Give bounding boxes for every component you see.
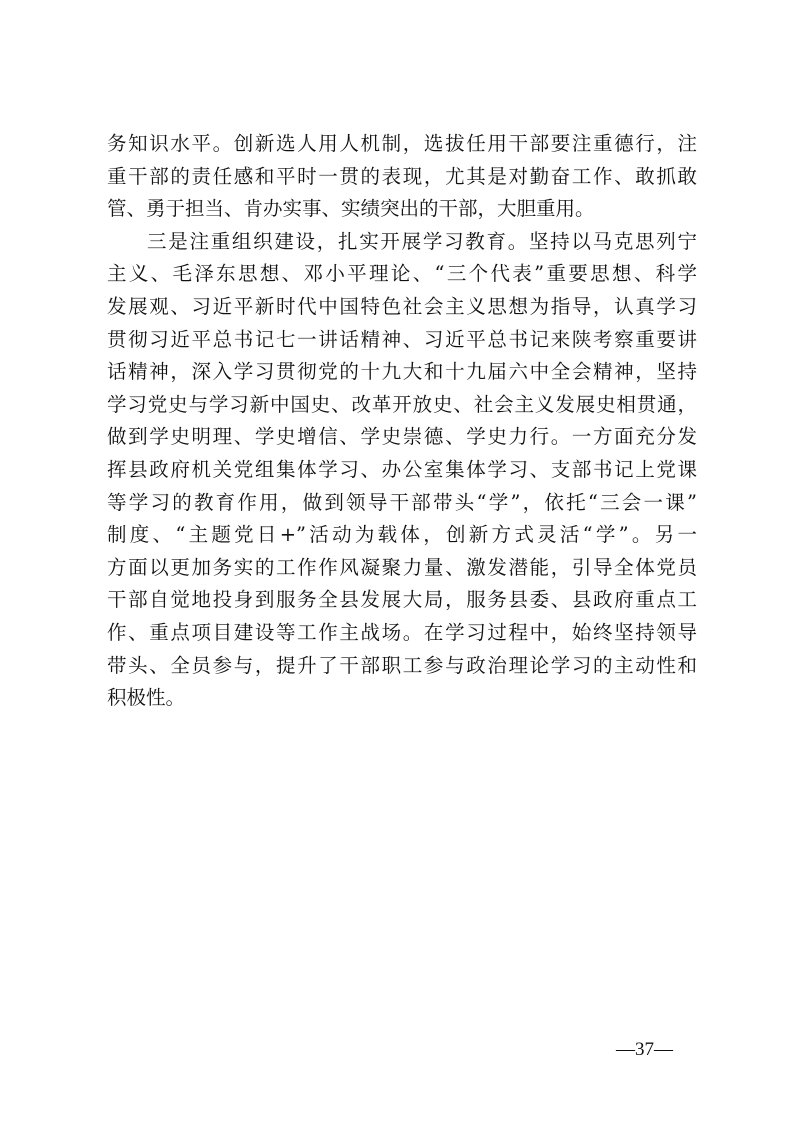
text-line: 主义、毛泽东思想、邓小平理论、“三个代表”重要思想、科学 [107, 262, 697, 286]
body-text [107, 128, 697, 715]
text-line: 积极性。 [107, 686, 186, 710]
text-line: 带头、全员参与，提升了干部职工参与政治理论学习的主动性和 [107, 653, 697, 677]
text-line: 务知识水平。创新选人用人机制，选拔任用干部要注重德行，注 [107, 132, 697, 155]
text-line: 制度、“主题党日+”活动为载体，创新方式灵活“学”。另一 [107, 523, 697, 547]
text-line: 话精神，深入学习贯彻党的十九大和十九届六中全会精神，坚持 [107, 360, 697, 384]
text-line: 重干部的责任感和平时一贯的表现，尤其是对勤奋工作、敢抓敢 [107, 164, 697, 188]
text-line: 等学习的教育作用，做到领导干部带头“学”，依托“三会一课” [107, 490, 697, 514]
text-line: 发展观、习近平新时代中国特色社会主义思想为指导，认真学习 [107, 294, 697, 318]
text-line: 管、勇于担当、肯办实事、实绩突出的干部，大胆重用。 [107, 197, 595, 221]
text-line: 学习党史与学习新中国史、改革开放史、社会主义发展史相贯通， [107, 392, 697, 416]
text-line: 作、重点项目建设等工作主战场。在学习过程中，始终坚持领导 [107, 620, 697, 644]
text-line: 方面以更加务实的工作作风凝聚力量、激发潜能，引导全体党员 [107, 555, 697, 579]
text-line: 做到学史明理、学史增信、学史崇德、学史力行。一方面充分发 [107, 425, 697, 449]
page-number: —37— [616, 1039, 673, 1060]
text-line: 干部自觉地投身到服务全县发展大局，服务县委、县政府重点工 [107, 588, 697, 612]
text-line: 贯彻习近平总书记七一讲话精神、习近平总书记来陕考察重要讲 [107, 327, 697, 351]
paragraph-first-line: 三是注重组织建设，扎实开展学习教育。坚持以马克思列宁 [147, 229, 697, 253]
text-line: 挥县政府机关党组集体学习、办公室集体学习、支部书记上党课 [107, 457, 697, 481]
